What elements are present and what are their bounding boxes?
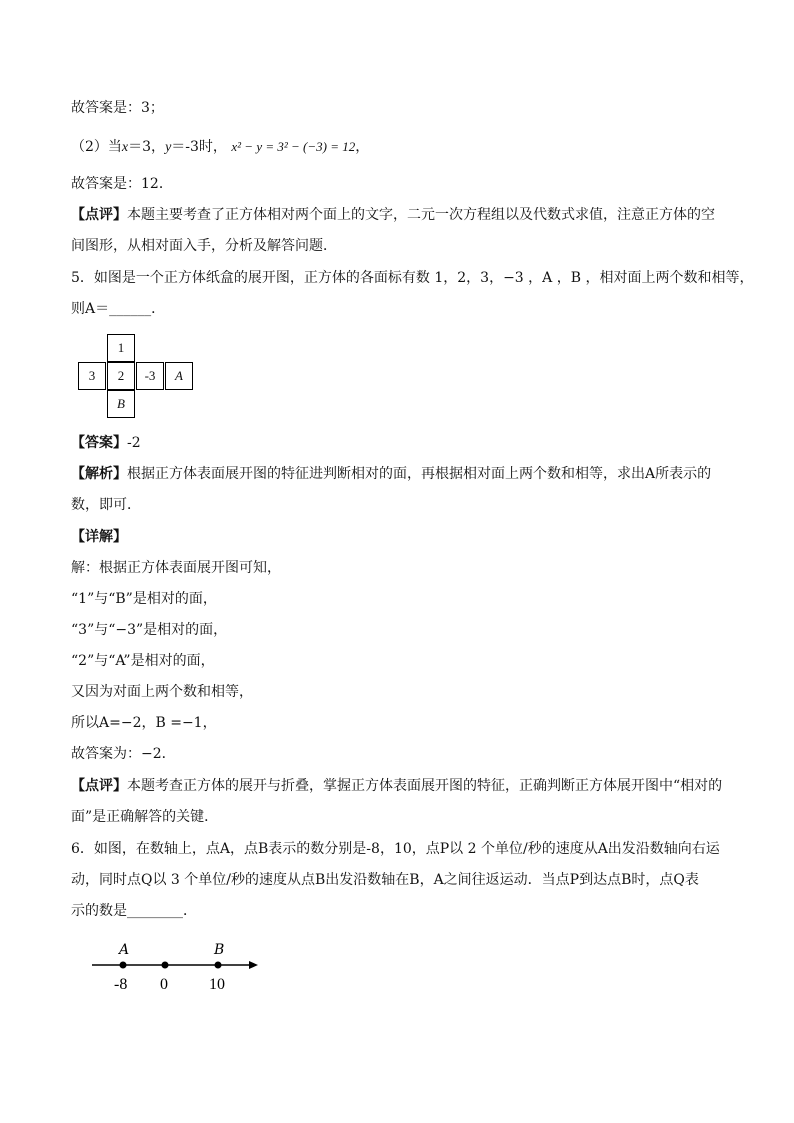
detail-line-7: 故答案为：−2．	[71, 746, 176, 762]
cube-net-figure	[78, 334, 196, 422]
analysis-text: 根据正方体表面展开图的特征进判断相对的面，再根据相对面上两个数和相等，求出A所表示的	[127, 466, 712, 482]
question-6-cont-2: 示的数是________．	[71, 903, 197, 919]
point-zero-dot	[162, 962, 169, 969]
text-span: ＝-3时，	[171, 139, 227, 155]
point-a-label: A	[119, 942, 130, 958]
question-5: 5．如图是一个正方体纸盒的展开图，正方体的各面标有数 1，2，3，−3 ，A ，B ，相对面上两个数和相等，	[71, 270, 754, 286]
question-6: 6．如图，在数轴上，点A，点B表示的数分别是-8，10，点P以 2 个单位/秒的速度从A出发沿数轴向右运	[71, 841, 720, 857]
text-span: ，	[355, 139, 370, 155]
analysis-5-cont: 数，即可．	[71, 497, 141, 513]
point-b-dot	[215, 962, 222, 969]
text-span: （2）当	[71, 139, 122, 155]
net-cell-top: 1	[107, 334, 135, 362]
point-b-label: B	[214, 942, 225, 958]
answer-line-2: 故答案是：12．	[71, 176, 173, 192]
detail-line-4: “2”与“A”是相对的面，	[71, 653, 215, 669]
net-cell-center: 2	[107, 362, 135, 390]
detail-line-3: “3”与“−3”是相对的面，	[71, 622, 228, 638]
answer-5	[71, 433, 141, 453]
answer-text: -2	[127, 435, 141, 451]
comment-4	[71, 205, 715, 225]
tick-label-zero: 0	[160, 976, 168, 993]
comment-5-cont: 面”是正确解答的关键．	[71, 809, 219, 825]
detail-line-1: 解：根据正方体表面展开图可知，	[71, 560, 281, 576]
comment-tag: 【点评】	[71, 778, 127, 794]
var-y: y	[165, 140, 172, 155]
var-x: x	[121, 140, 129, 155]
formula: x² − y = 3² − (−3) = 12	[231, 139, 356, 154]
net-cell-right2: A	[165, 362, 193, 390]
comment-text: 本题考查正方体的展开与折叠，掌握正方体表面展开图的特征，正确判断正方体展开图中“相对的	[127, 778, 723, 794]
comment-tag: 【点评】	[71, 207, 127, 223]
solution-part-2	[71, 137, 369, 158]
tick-label-a: -8	[114, 976, 128, 993]
question-6-cont-1: 动，同时点Q以 3 个单位/秒的速度从点B出发沿数轴在B，A之间往返运动．当点P到达点B时，点Q表	[71, 872, 699, 888]
tick-label-b: 10	[209, 976, 225, 993]
analysis-tag: 【解析】	[71, 466, 127, 482]
comment-4-cont: 间图形，从相对面入手，分析及解答问题．	[71, 238, 337, 254]
net-cell-right1: -3	[136, 362, 164, 390]
number-line-figure	[88, 940, 268, 1000]
net-cell-left: 3	[78, 362, 106, 390]
comment-5	[71, 776, 722, 796]
text-span: ＝3，	[128, 139, 166, 155]
analysis-5	[71, 464, 711, 484]
detail-tag: 【详解】	[71, 529, 127, 545]
comment-text: 本题主要考查了正方体相对两个面上的文字，二元一次方程组以及代数式求值，注意正方体的空	[127, 207, 715, 223]
axis-arrow-icon	[249, 961, 258, 969]
answer-line-1: 故答案是：3；	[71, 100, 164, 116]
question-5-cont: 则A＝______．	[71, 301, 166, 317]
point-a-dot	[120, 962, 127, 969]
detail-line-5: 又因为对面上两个数和相等，	[71, 684, 253, 700]
detail-line-6: 所以A=−2，B =−1，	[71, 715, 217, 731]
answer-tag: 【答案】	[71, 435, 127, 451]
detail-line-2: “1”与“B”是相对的面，	[71, 591, 217, 607]
net-cell-bottom: B	[107, 390, 135, 418]
